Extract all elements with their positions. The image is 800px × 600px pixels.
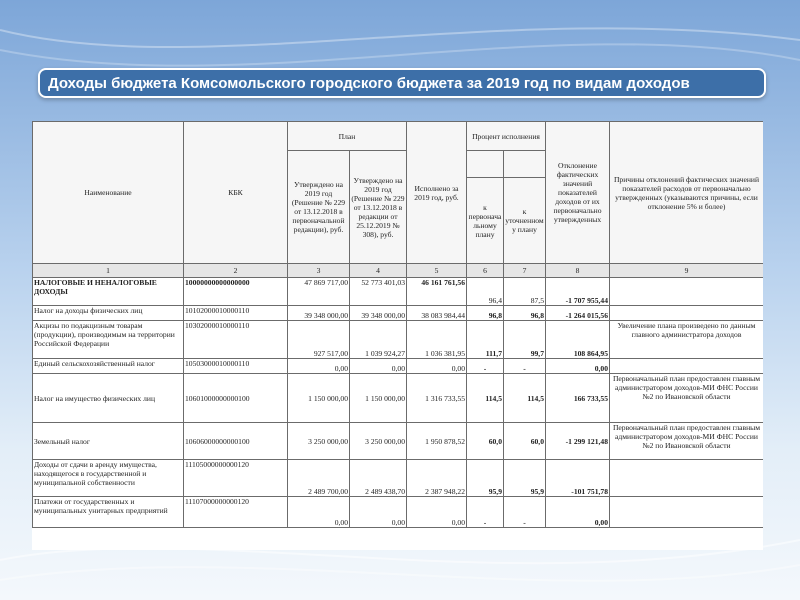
header-deviation: Отклонение фактических значений показателей доходов от их первоначально утвержденных — [546, 122, 610, 264]
revenue-table-sheet — [32, 121, 763, 550]
row-name: Доходы от сдачи в аренду имущества, находящегося в государственной и муниципальной собственности — [33, 460, 184, 497]
col-number: 4 — [350, 264, 407, 278]
header-executed: Исполнено за 2019 год, руб. — [407, 122, 467, 264]
row-kbk: 10606000000000100 — [184, 423, 288, 460]
row-plan-revised: 1 150 000,00 — [350, 374, 407, 423]
row-kbk: 10601000000000100 — [184, 374, 288, 423]
row-name: НАЛОГОВЫЕ И НЕНАЛОГОВЫЕ ДОХОДЫ — [33, 278, 184, 306]
row-pct-initial: 114,5 — [467, 374, 504, 423]
row-kbk: 11107000000000120 — [184, 497, 288, 528]
row-pct-initial: 96,4 — [467, 278, 504, 306]
row-executed: 1 316 733,55 — [407, 374, 467, 423]
row-plan-initial: 0,00 — [288, 497, 350, 528]
row-pct-initial: 60,0 — [467, 423, 504, 460]
header-pct-revised: к уточненному плану — [504, 178, 546, 264]
table-row — [33, 460, 764, 497]
row-deviation: -101 751,78 — [546, 460, 610, 497]
row-name: Налог на доходы физических лиц — [33, 306, 184, 321]
row-plan-revised: 0,00 — [350, 359, 407, 374]
row-deviation: -1 299 121,48 — [546, 423, 610, 460]
row-plan-initial: 47 869 717,00 — [288, 278, 350, 306]
row-kbk: 10000000000000000 — [184, 278, 288, 306]
header-reasons: Причины отклонений фактических значений показателей расходов от первоначально утвержденных (указываются причины, если отклонение 5% и более) — [610, 122, 764, 264]
row-executed: 0,00 — [407, 359, 467, 374]
row-plan-initial: 0,00 — [288, 359, 350, 374]
row-deviation: -1 264 015,56 — [546, 306, 610, 321]
row-reason — [610, 278, 764, 306]
row-plan-initial: 2 489 700,00 — [288, 460, 350, 497]
row-executed: 1 950 878,52 — [407, 423, 467, 460]
row-kbk: 10302000010000110 — [184, 321, 288, 359]
row-plan-revised: 2 489 438,70 — [350, 460, 407, 497]
row-reason: Первоначальный план предоставлен главным администратором доходов-МИ ФНС России №2 по Ивановской области — [610, 423, 764, 460]
row-executed: 2 387 948,22 — [407, 460, 467, 497]
row-pct-revised: - — [504, 359, 546, 374]
col-number: 7 — [504, 264, 546, 278]
row-name: Земельный налог — [33, 423, 184, 460]
row-executed: 38 083 984,44 — [407, 306, 467, 321]
header-pct-initial: к первоначальному плану — [467, 178, 504, 264]
table-row — [33, 321, 764, 359]
row-executed: 0,00 — [407, 497, 467, 528]
row-pct-initial: 111,7 — [467, 321, 504, 359]
row-plan-revised: 3 250 000,00 — [350, 423, 407, 460]
col-number: 5 — [407, 264, 467, 278]
row-executed: 1 036 381,95 — [407, 321, 467, 359]
col-number: 6 — [467, 264, 504, 278]
header-kbk: КБК — [184, 122, 288, 264]
row-name: Платежи от государственных и муниципальных унитарных предприятий — [33, 497, 184, 528]
row-name: Акцизы по подакцизным товарам (продукции), производимым на территории Российской Федерации — [33, 321, 184, 359]
row-pct-initial: 96,8 — [467, 306, 504, 321]
header-name: Наименование — [33, 122, 184, 264]
header-pct-spacer-1 — [467, 151, 504, 178]
row-kbk: 10503000010000110 — [184, 359, 288, 374]
header-pct-spacer-2 — [504, 151, 546, 178]
header-percent: Процент исполнения — [467, 122, 546, 151]
row-pct-revised: 99,7 — [504, 321, 546, 359]
row-reason: Увеличение плана произведено по данным главного администратора доходов — [610, 321, 764, 359]
row-deviation: 0,00 — [546, 359, 610, 374]
col-number: 2 — [184, 264, 288, 278]
revenue-table — [32, 121, 763, 528]
row-reason — [610, 306, 764, 321]
header-plan-revised: Утверждено на 2019 год (Решение № 229 от 13.12.2018 в редакции от 25.12.2019 № 308), руб. — [350, 151, 407, 264]
slide-title: Доходы бюджета Комсомольского городского бюджета за 2019 год по видам доходов — [38, 68, 766, 98]
row-deviation: 0,00 — [546, 497, 610, 528]
row-plan-revised: 39 348 000,00 — [350, 306, 407, 321]
row-plan-revised: 0,00 — [350, 497, 407, 528]
header-plan-initial: Утверждено на 2019 год (Решение № 229 от 13.12.2018 в первоначальной редакции), руб. — [288, 151, 350, 264]
row-plan-initial: 927 517,00 — [288, 321, 350, 359]
row-plan-revised: 1 039 924,27 — [350, 321, 407, 359]
col-number: 1 — [33, 264, 184, 278]
row-pct-revised: 87,5 — [504, 278, 546, 306]
row-pct-initial: - — [467, 497, 504, 528]
table-row — [33, 306, 764, 321]
table-row — [33, 359, 764, 374]
row-reason — [610, 359, 764, 374]
row-pct-revised: 114,5 — [504, 374, 546, 423]
row-pct-revised: 96,8 — [504, 306, 546, 321]
table-row — [33, 278, 764, 306]
col-number: 8 — [546, 264, 610, 278]
row-name: Налог на имущество физических лиц — [33, 374, 184, 423]
row-pct-initial: 95,9 — [467, 460, 504, 497]
row-plan-initial: 1 150 000,00 — [288, 374, 350, 423]
col-number: 3 — [288, 264, 350, 278]
row-reason — [610, 460, 764, 497]
table-row — [33, 374, 764, 423]
table-row — [33, 423, 764, 460]
row-deviation: -1 707 955,44 — [546, 278, 610, 306]
row-pct-revised: - — [504, 497, 546, 528]
row-name: Единый сельскохозяйственный налог — [33, 359, 184, 374]
row-reason: Первоначальный план предоставлен главным администратором доходов-МИ ФНС России №2 по Ивановской области — [610, 374, 764, 423]
row-reason — [610, 497, 764, 528]
row-kbk: 11105000000000120 — [184, 460, 288, 497]
row-executed: 46 161 761,56 — [407, 278, 467, 306]
row-pct-revised: 60,0 — [504, 423, 546, 460]
col-number: 9 — [610, 264, 764, 278]
row-pct-revised: 95,9 — [504, 460, 546, 497]
row-kbk: 10102000010000110 — [184, 306, 288, 321]
row-plan-revised: 52 773 401,03 — [350, 278, 407, 306]
row-deviation: 166 733,55 — [546, 374, 610, 423]
row-pct-initial: - — [467, 359, 504, 374]
table-row — [33, 497, 764, 528]
row-deviation: 108 864,95 — [546, 321, 610, 359]
header-plan: План — [288, 122, 407, 151]
row-plan-initial: 3 250 000,00 — [288, 423, 350, 460]
row-plan-initial: 39 348 000,00 — [288, 306, 350, 321]
